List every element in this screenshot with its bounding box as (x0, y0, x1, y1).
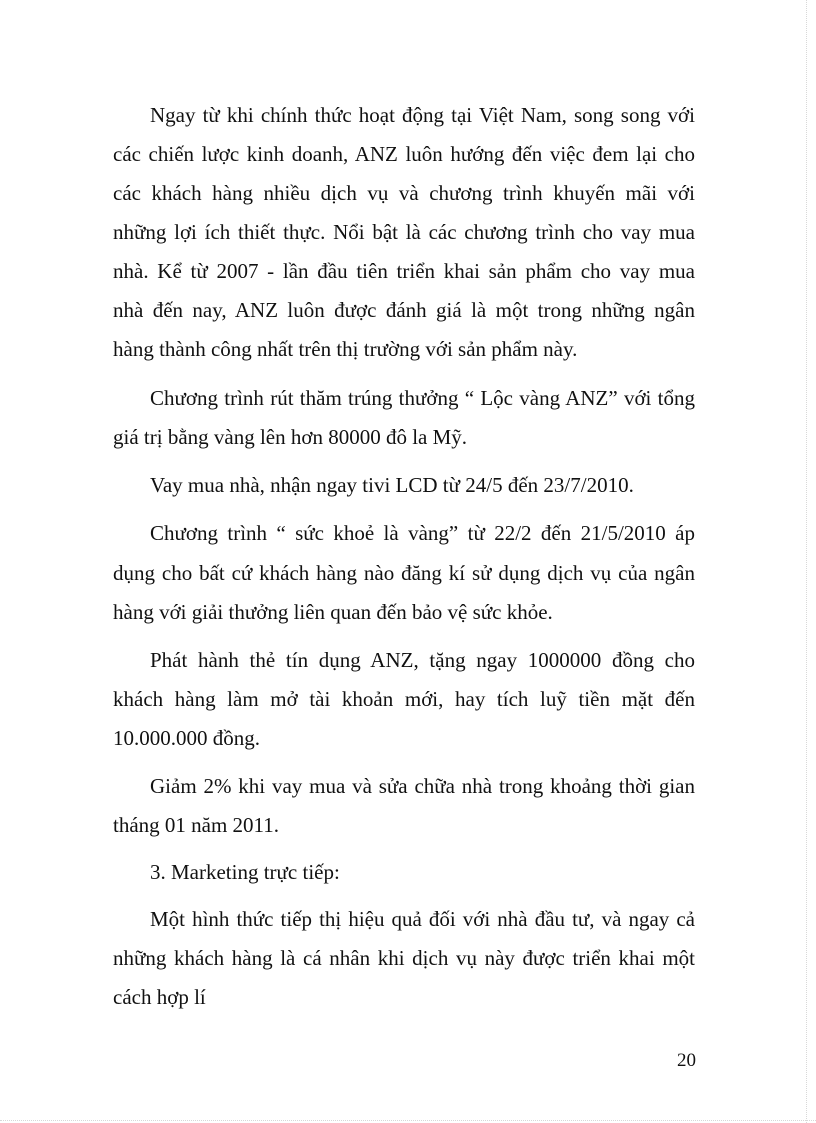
page-bottom-border (0, 1120, 816, 1121)
paragraph-3-line-1: Vay mua nhà, nhận ngay tivi LCD từ 24/5 đến 23/7/2010. (150, 473, 634, 497)
paragraph-1-line-4: những lợi ích thiết thực. Nổi bật là các chương trình cho vay mua (113, 220, 695, 244)
paragraph-1-line-7: hàng thành công nhất trên thị trường với sản phẩm này. (113, 337, 578, 361)
paragraph-8-line-1: Một hình thức tiếp thị hiệu quả đối với nhà đầu tư, và ngay cả (150, 907, 695, 931)
paragraph-5-line-1: Phát hành thẻ tín dụng ANZ, tặng ngay 1000000 đồng cho (150, 648, 695, 672)
paragraph-8-line-2: những khách hàng là cá nhân khi dịch vụ này được triển khai một (113, 946, 695, 970)
paragraph-4-line-2: dụng cho bất cứ khách hàng nào đăng kí sử dụng dịch vụ của ngân (113, 561, 695, 585)
paragraph-2-line-1: Chương trình rút thăm trúng thưởng “ Lộc vàng ANZ” với tổng (150, 386, 695, 410)
paragraph-6-line-1: Giảm 2% khi vay mua và sửa chữa nhà trong khoảng thời gian (150, 774, 695, 798)
paragraph-5-line-2: khách hàng làm mở tài khoản mới, hay tích luỹ tiền mặt đến (113, 687, 695, 711)
paragraph-1-line-2: các chiến lược kinh doanh, ANZ luôn hướng đến việc đem lại cho (113, 142, 695, 166)
paragraph-6-line-2: tháng 01 năm 2011. (113, 813, 280, 837)
paragraph-4-line-3: hàng với giải thưởng liên quan đến bảo vệ sức khỏe. (113, 600, 553, 624)
page-right-border (806, 0, 807, 1123)
paragraph-5-line-3: 10.000.000 đồng. (113, 726, 260, 750)
paragraph-1-line-1: Ngay từ khi chính thức hoạt động tại Việt Nam, song song với (150, 103, 695, 127)
section-heading-marketing: 3. Marketing trực tiếp: (150, 860, 340, 884)
paragraph-4-line-1: Chương trình “ sức khoẻ là vàng” từ 22/2 đến 21/5/2010 áp (150, 521, 695, 545)
paragraph-1-line-6: nhà đến nay, ANZ luôn được đánh giá là một trong những ngân (113, 298, 695, 322)
page-number: 20 (677, 1050, 696, 1071)
paragraph-1-line-3: các khách hàng nhiều dịch vụ và chương trình khuyến mãi với (113, 181, 695, 205)
paragraph-2-line-2: giá trị bằng vàng lên hơn 80000 đô la Mỹ. (113, 425, 468, 449)
paragraph-8-line-3: cách hợp lí (113, 985, 206, 1009)
paragraph-1-line-5: nhà. Kể từ 2007 - lần đầu tiên triển khai sản phẩm cho vay mua (113, 259, 695, 283)
